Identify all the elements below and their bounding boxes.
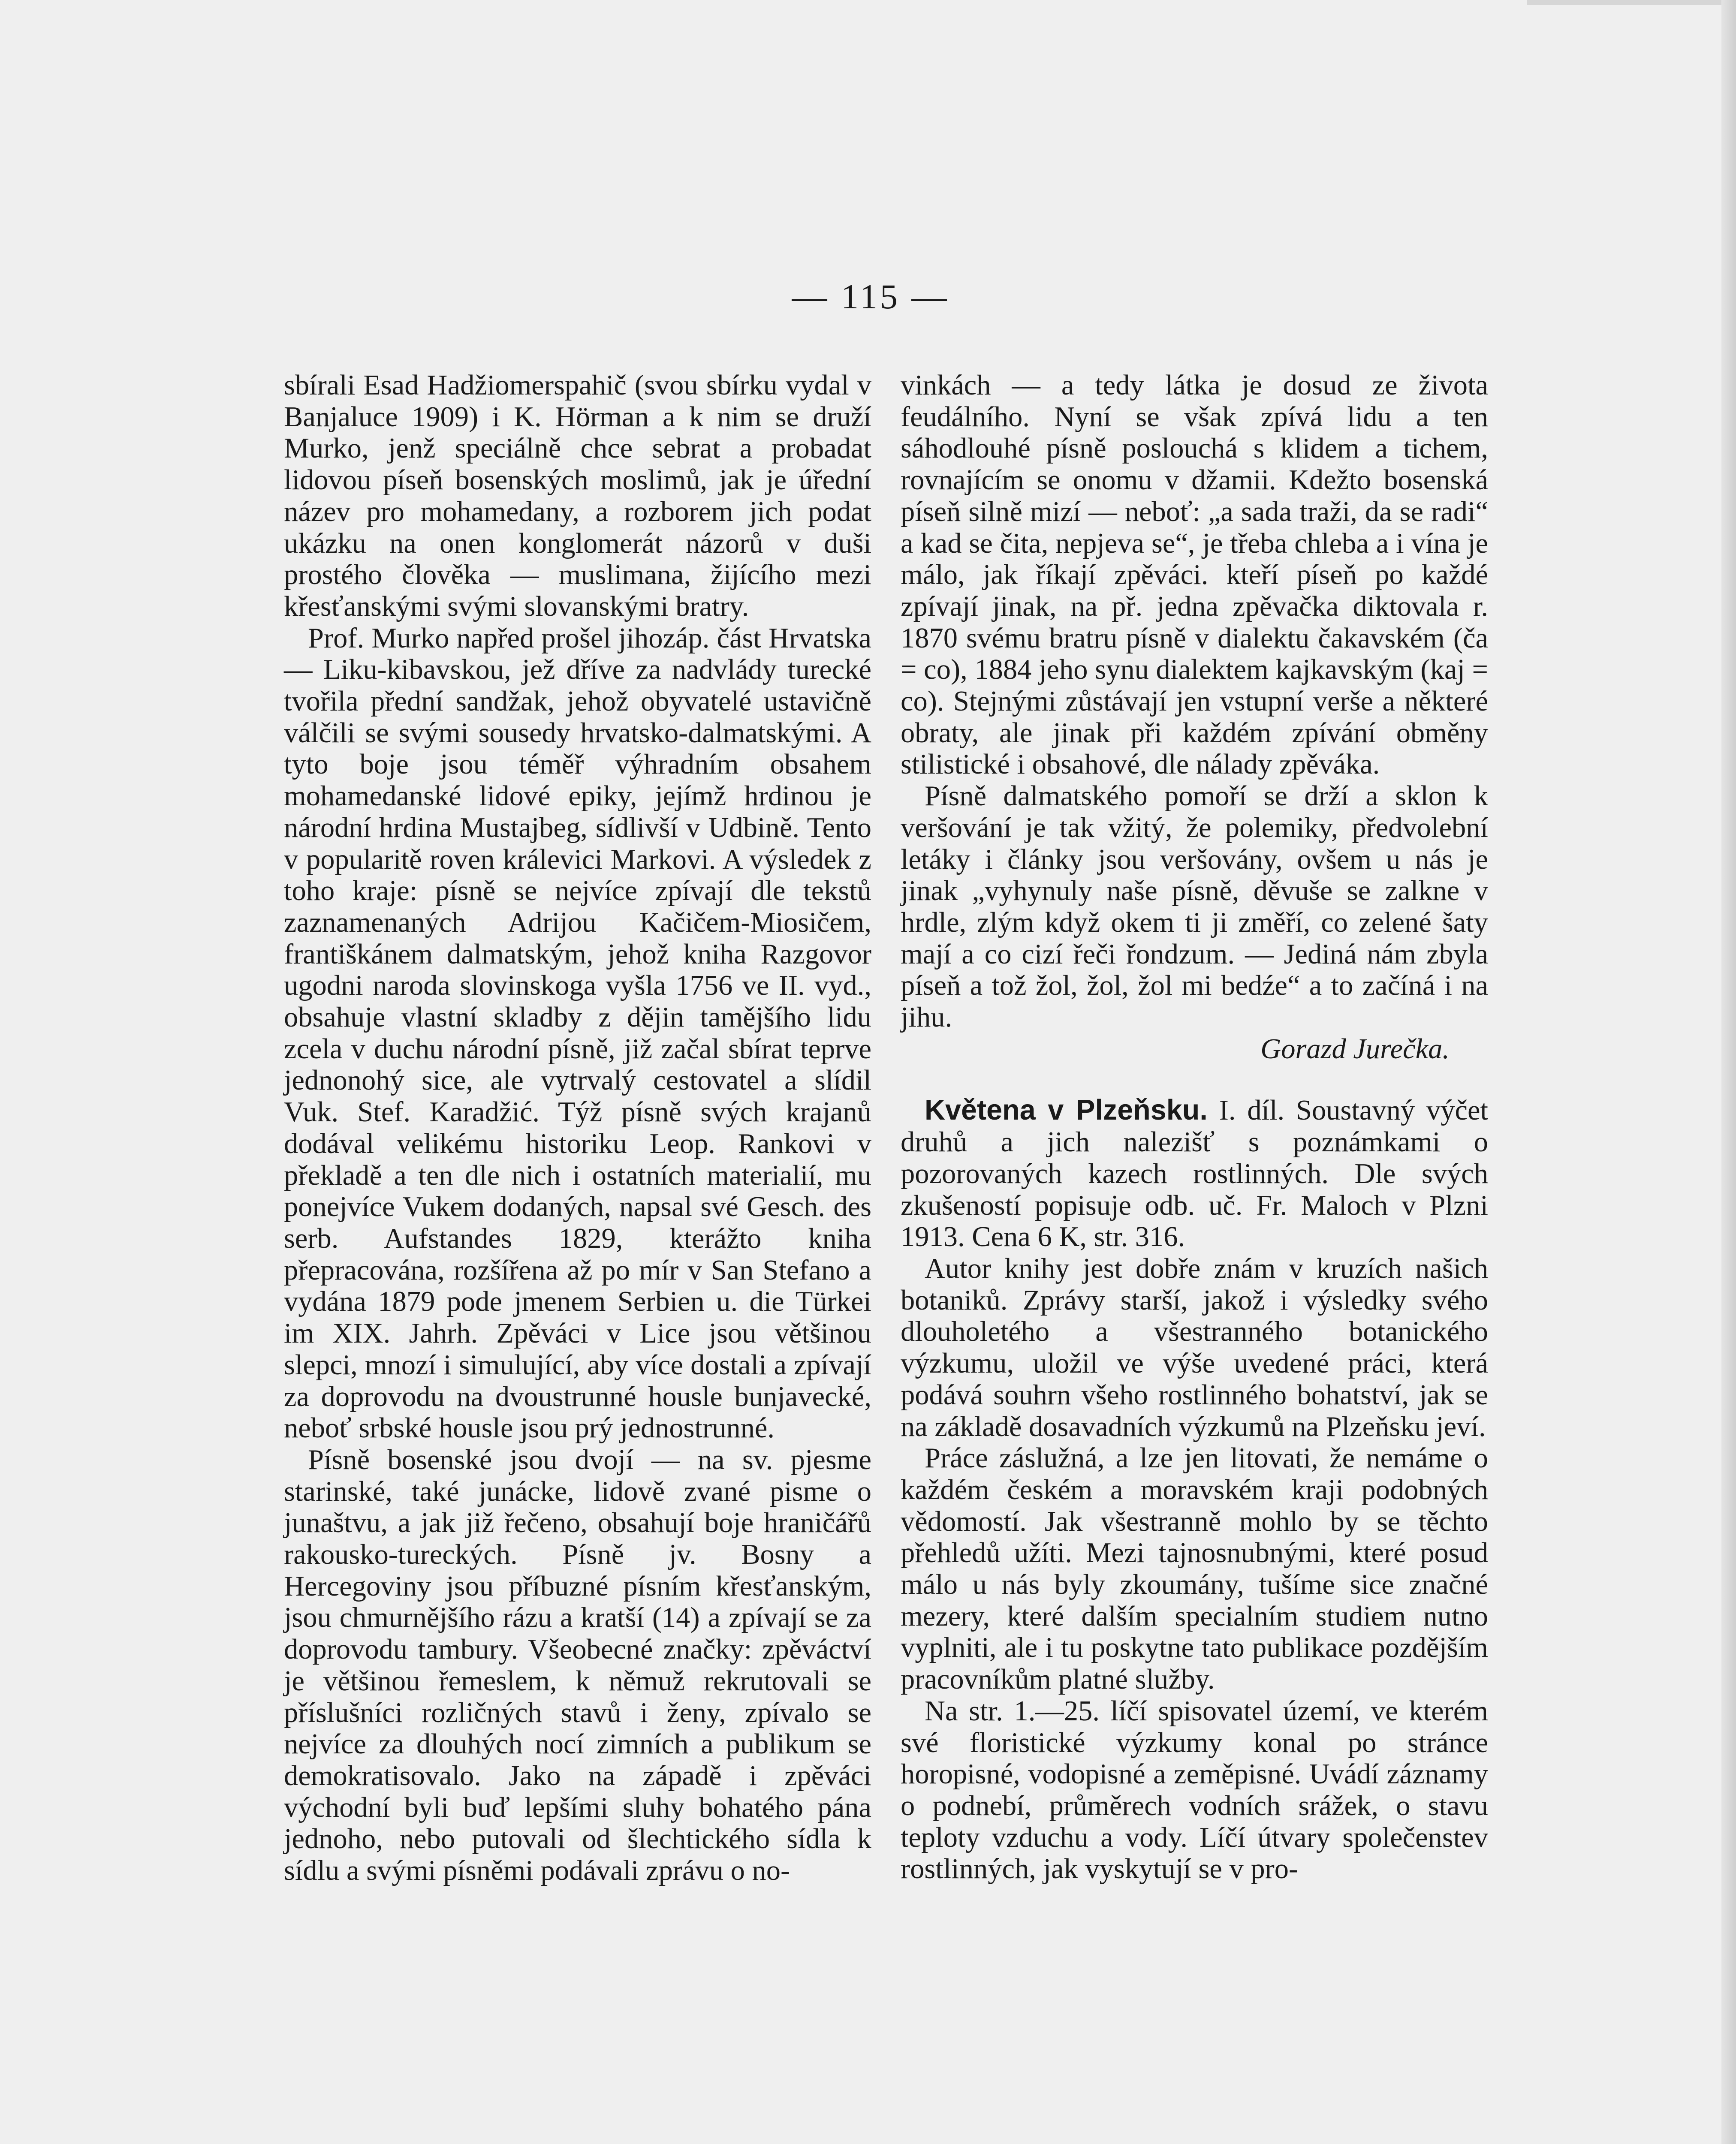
- review-paragraph-1: Autor knihy jest dobře znám v kruzích našich botaniků. Zprávy starší, jakož i výsledky svého dlouholetého a všestranného botanického výzkumu, uložil ve výše uvedené práci, která podává souhrn všeho rostlinného bohatství, jak se na základě dosavadních výzkumů na Plzeňsku jeví.: [901, 1253, 1488, 1442]
- page-number: — 115 —: [792, 277, 949, 316]
- review-paragraph-2: Práce záslužná, a lze jen litovati, že nemáme o každém českém a moravském kraji podobných vědomostí. Jak všestranně mohlo by se těchto přehledů užíti. Mezi tajnosnubnými, které posud málo u nás byly zkoumány, tušíme sice značné mezery, které dalším specialním studiem nutno vyplniti, ale i tu poskytne tato publikace pozdějším pracovníkům platné služby.: [901, 1442, 1488, 1695]
- right-paragraph-2: Písně dalmatského pomoří se drží a sklon k veršování je tak vžitý, že polemiky, předvolební letáky i články jsou veršovány, ovšem u nás je jinak „vyhynuly naše písně, děvuše se zalkne v hrdle, zlým když okem ti ji změří, co zelené šaty mají a co cizí řeči řondzum. — Jediná nám zbyla píseň a tož žol, žol, žol mi bedźe“ a to začíná i na jihu.: [901, 780, 1488, 1033]
- left-column: [284, 370, 871, 1887]
- right-column: [901, 370, 1488, 1885]
- page-right-edge-shadow: [1721, 0, 1736, 2144]
- review-entry: [901, 1095, 1488, 1253]
- right-paragraph-1: vinkách — a tedy látka je dosud ze života feudálního. Nyní se však zpívá lidu a ten sáhodlouhé písně poslouchá s klidem a tichem, rovnajícím se onomu v džamii. Kdežto bosenská píseň silně mizí — neboť: „a sada traži, da se radi“ a kad se čita, nepjeva se“, je třeba chleba a i vína je málo, jak říkají zpěváci. kteří píseň po každé zpívají jinak, na př. jedna zpěvačka diktovala r. 1870 svému bratru písně v dialektu čakavském (ča = co), 1884 jeho synu dialektem kajkavským (kaj = co). Stejnými zůstávají jen vstupní verše a některé obraty, ale jinak při každém zpívání obměny stilistické i obsahové, dle nálady zpěváka.: [901, 370, 1488, 780]
- review-intro: I. díl. Soustavný výčet druhů a jich nalezišť s poznámkami o pozorovaných kazech rostlinných. Dle svých zkušeností popisuje odb. uč. Fr. Maloch v Plzni 1913. Cena 6 K, str. 316.: [901, 1095, 1488, 1253]
- review-paragraph-3: Na str. 1.—25. líčí spisovatel území, ve kterém své floristické výzkumy konal po stránce horopisné, vodopisné a zeměpisné. Uvádí záznamy o podnebí, průměrech vodních srážek, o stavu teploty vzduchu a vody. Líčí útvary společenstev rostlinných, jak vyskytují se v pro-: [901, 1695, 1488, 1885]
- review-title: Květena v Plzeňsku.: [925, 1094, 1208, 1126]
- page-top-edge-shadow: [1527, 0, 1736, 5]
- author-signature: Gorazd Jurečka.: [1260, 1033, 1450, 1065]
- left-paragraph-2: Prof. Murko napřed prošel jihozáp. část Hrvatska — Liku-kibavskou, jež dříve za nadvlády turecké tvořila přední sandžak, jehož obyvatelé ustavičně válčili se svými sousedy hrvatsko-dalmatskými. A tyto boje jsou téměř výhradním obsahem mohamedanské lidové epiky, jejímž hrdinou je národní hrdina Mustajbeg, sídlivší v Udbině. Tento v popularitě roven králevici Markovi. A výsledek z toho kraje: písně se nejvíce zpívají dle tekstů zaznamenaných Adrijou Kačičem-Miosičem, františkánem dalmatským, jehož kniha Razgovor ugodni naroda slovinskoga vyšla 1756 ve II. vyd., obsahuje vlastní skladby z dějin tamějšího lidu zcela v duchu národní písně, již začal sbírat teprve jednonohý sice, ale vytrvalý cestovatel a slídil Vuk. Stef. Karadžić. Týž písně svých krajanů dodával velikému historiku Leop. Rankovi v překladě a ten dle nich i ostatních materialií, mu ponejvíce Vukem dodaných, napsal své Gesch. des serb. Aufstandes 1829, kterážto kniha přepracována, rozšířena až po mír v San Stefano a vydána 1879 pode jmenem Serbien u. die Türkei im XIX. Jahrh. Zpěváci v Lice jsou většinou slepci, mnozí i simulující, aby více dostali a zpívají za doprovodu na dvoustrunné housle bunjavecké, neboť srbské housle jsou prý jednostrunné.: [284, 622, 871, 1444]
- left-paragraph-3: Písně bosenské jsou dvojí — na sv. pjesme starinské, také junácke, lidově zvané pisme o junaštvu, a jak již řečeno, obsahují boje hraničářů rakousko-tureckých. Písně jv. Bosny a Hercegoviny jsou příbuzné písním křesťanským, jsou chmurnějšího rázu a kratší (14) a zpívají se za doprovodu tambury. Všeobecné značky: zpěváctví je většinou řemeslem, k němuž rekrutovali se příslušníci rozličných stavů i ženy, zpívalo se nejvíce za dlouhých nocí zimních a publikum se demokratisovalo. Jako na západě i zpěváci východní byli buď lepšími sluhy bohatého pána jednoho, nebo putovali od šlechtického sídla k sídlu a svými písněmi podávali zprávu o no-: [284, 1444, 871, 1887]
- left-paragraph-1: sbírali Esad Hadžiomerspahič (svou sbírku vydal v Banjaluce 1909) i K. Hörman a k nim se druží Murko, jenž speciálně chce sebrat a probadat lidovou píseň bosenských moslimů, jak je úřední název pro mohamedany, a rozborem jich podat ukázku na onen konglomerát názorů v duši prostého člověka — muslimana, žijícího mezi křesťanskými svými slovanskými bratry.: [284, 370, 871, 622]
